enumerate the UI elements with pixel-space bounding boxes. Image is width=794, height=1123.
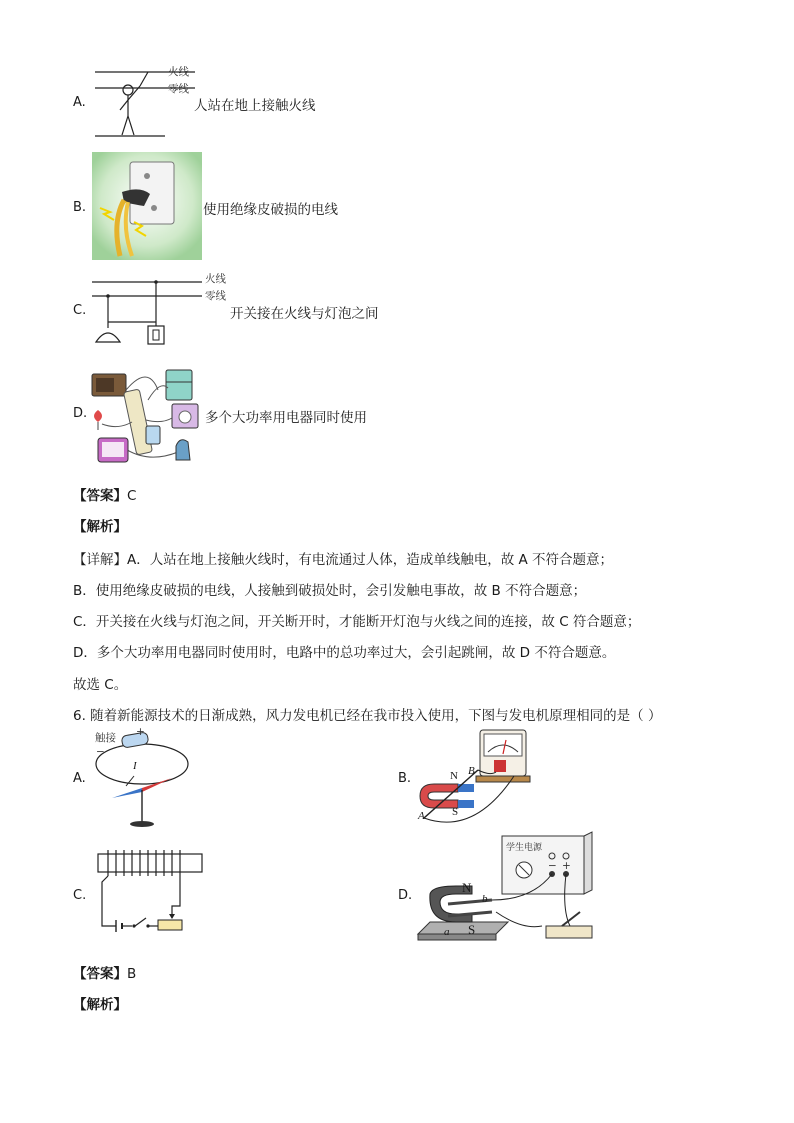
- answer-label-q6: 【答案】: [73, 966, 127, 982]
- label-fire-line-a: 火线: [168, 66, 189, 78]
- detail-line-1: 【详解】A．人站在地上接触火线时，有电流通过人体，造成单线触电，故 A 不符合题意；: [73, 552, 614, 568]
- answer-value: C: [127, 488, 137, 504]
- option-a-text: 人站在地上接触火线: [194, 98, 316, 114]
- option-c-letter: C.: [73, 303, 87, 318]
- detail-line-4: D．多个大功率用电器同时使用时，电路中的总功率过大，会引起跳闸，故 D 不符合题意。: [73, 645, 616, 661]
- label-neutral-line-a: 零线: [168, 83, 189, 95]
- q6-option-b-letter: B.: [398, 771, 412, 786]
- q6-a-minus-label: −: [96, 746, 105, 758]
- analysis-label-q5: 【解析】: [73, 519, 127, 535]
- q6-b-s-label: S: [452, 806, 459, 818]
- label-fire-line-c: 火线: [205, 273, 226, 285]
- q6-d-minus-label: −: [548, 860, 557, 872]
- analysis-label-q6: 【解析】: [73, 997, 127, 1013]
- q6-d-a-label: a: [444, 926, 450, 938]
- q6-option-a-letter: A.: [73, 771, 86, 786]
- q6-b-n-label: N: [450, 770, 458, 782]
- conclusion-q5: 故选 C。: [73, 677, 128, 693]
- detail-line-3: C．开关接在火线与灯泡之间，开关断开时，才能断开灯泡与火线之间的连接，故 C 符合题意；: [73, 614, 641, 630]
- q6-option-c-letter: C.: [73, 888, 87, 903]
- q6-a-touch-label: 触接: [95, 732, 116, 744]
- q6-d-plus-label: +: [562, 860, 571, 872]
- question-6-stem: 6. 随着新能源技术的日渐成熟，风力发电机已经在我市投入使用，下图与发电机原理相同的是（ ）: [73, 708, 662, 724]
- answer-line-q5: [73, 484, 136, 504]
- q6-b-a-label: A: [418, 810, 425, 822]
- label-neutral-line-c: 零线: [205, 290, 226, 302]
- option-d-letter: D.: [73, 406, 88, 421]
- answer-value-q6: B: [127, 966, 137, 982]
- detail-line-2: B．使用绝缘皮破损的电线，人接触到破损处时，会引发触电事故，故 B 不符合题意；: [73, 583, 587, 599]
- q6-a-plus-label: +: [136, 726, 145, 738]
- q6-b-b-label: B: [468, 765, 475, 777]
- figure-q6-b-induction: [414, 726, 534, 830]
- figure-c-switch-circuit: [90, 270, 210, 350]
- option-b-text: 使用绝缘皮破损的电线: [203, 202, 338, 218]
- q6-d-supply-label: 学生电源: [506, 843, 543, 853]
- option-a-letter: A.: [73, 95, 86, 110]
- figure-d-overload-appliances: [88, 360, 206, 470]
- option-d-text: 多个大功率用电器同时使用: [205, 410, 367, 426]
- figure-b-damaged-wire: [92, 152, 202, 260]
- q6-d-s-label: S: [468, 922, 476, 937]
- answer-label: 【答案】: [73, 488, 127, 504]
- q6-option-d-letter: D.: [398, 888, 413, 903]
- q6-d-b-label: b: [482, 893, 488, 905]
- answer-line-q6: [73, 962, 136, 982]
- q6-d-n-label: N: [462, 880, 472, 895]
- option-c-text: 开关接在火线与灯泡之间: [230, 306, 379, 322]
- figure-q6-c-solenoid: [92, 846, 212, 936]
- q6-a-current-label: I: [133, 760, 137, 772]
- option-b-letter: B.: [73, 200, 87, 215]
